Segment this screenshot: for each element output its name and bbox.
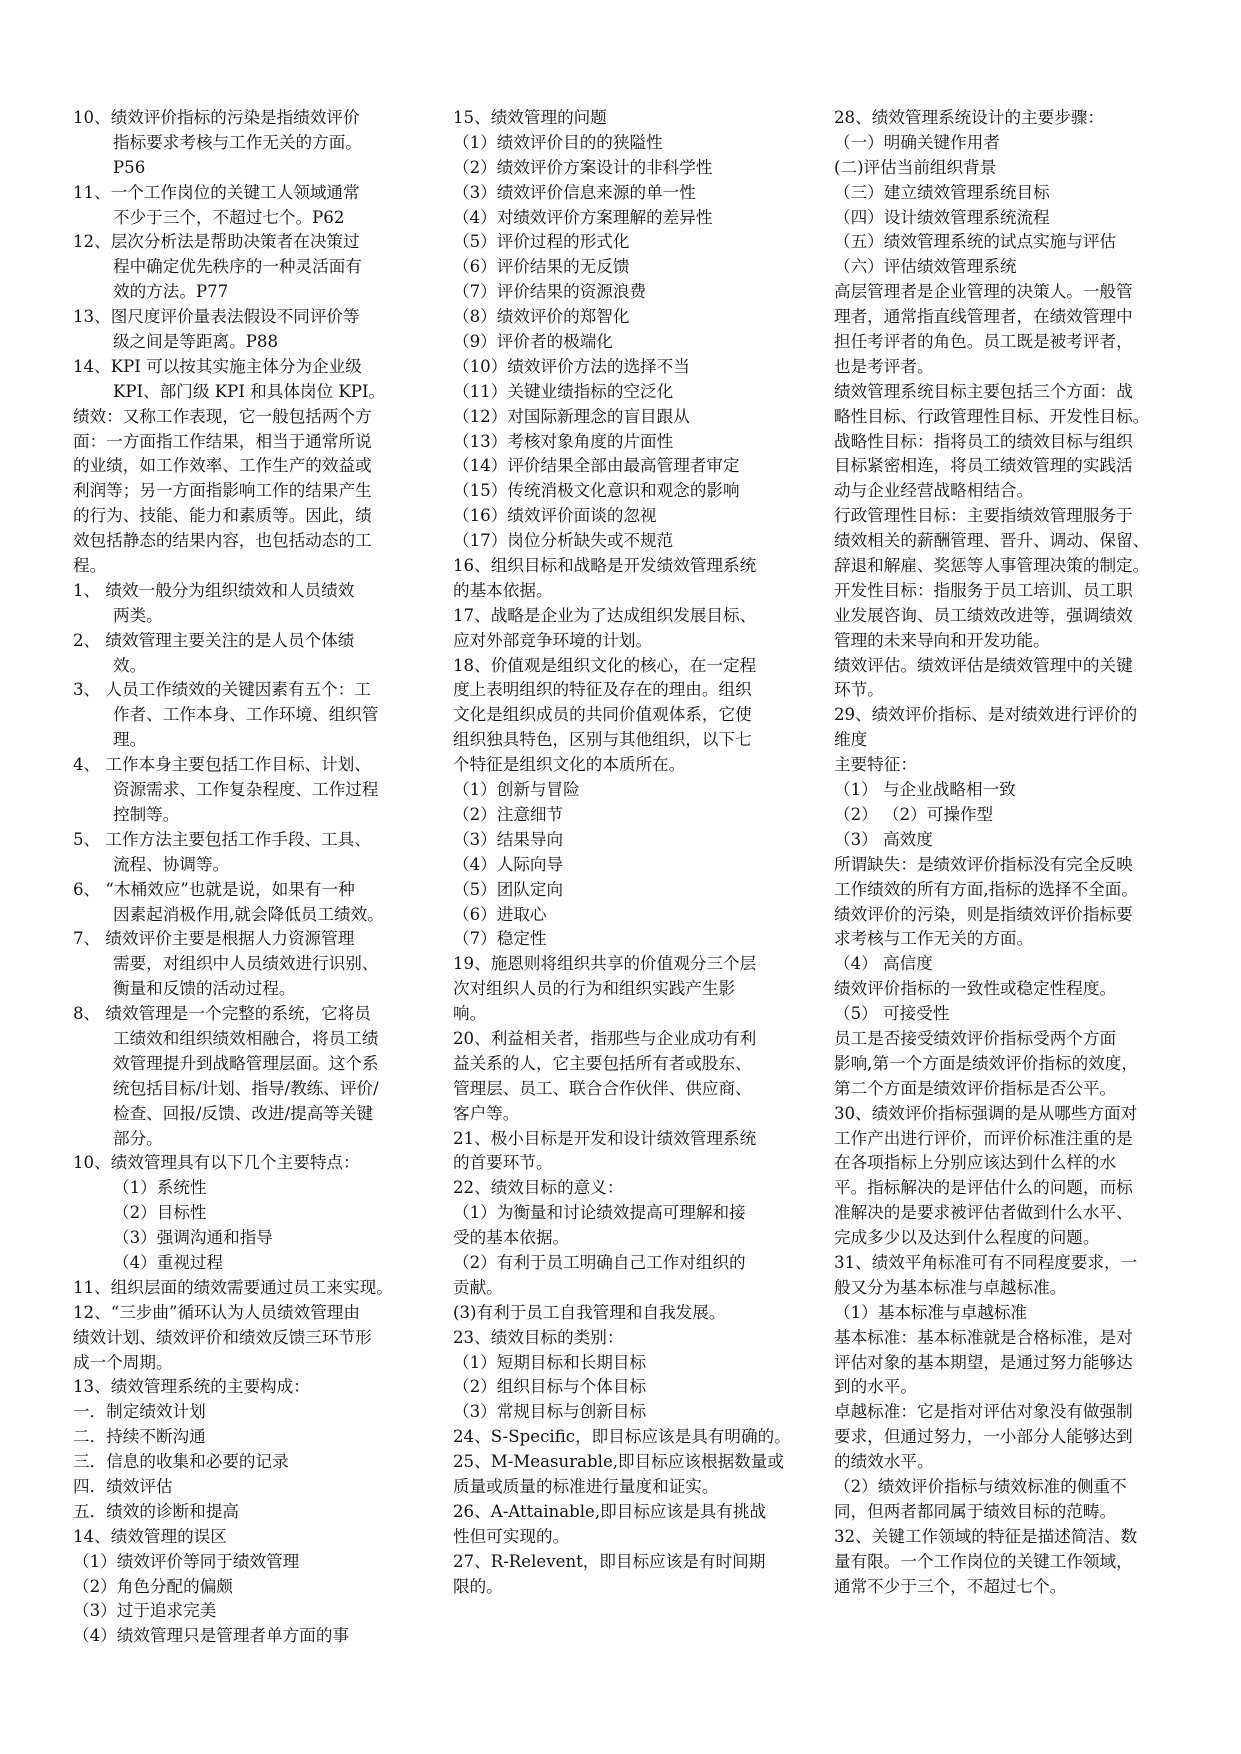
text-line: （六）评估绩效管理系统 bbox=[834, 257, 1017, 277]
text-line: 基本标准：基本标准就是合格标准，是对 bbox=[834, 1327, 1133, 1347]
text-line: （5）评价过程的形式化 bbox=[453, 232, 630, 252]
text-line: 工绩效和组织绩效相融合，将员工绩 bbox=[113, 1028, 379, 1048]
text-line: 工作产出进行评价，而评价标准注重的是 bbox=[834, 1128, 1133, 1148]
text-line: （6）评价结果的无反馈 bbox=[453, 257, 630, 277]
text-line: （3）结果导向 bbox=[453, 829, 564, 849]
text-line: 次对组织人员的行为和组织实践产生影 bbox=[453, 979, 736, 999]
text-line: （2）组织目标与个体目标 bbox=[453, 1377, 647, 1397]
text-line: （4）重视过程 bbox=[113, 1252, 224, 1272]
text-line: 卓越标准：它是指对评估对象没有做强制 bbox=[834, 1402, 1133, 1422]
text-line: 目标紧密相连，将员工绩效管理的实践活 bbox=[834, 456, 1133, 476]
text-line: 效管理提升到战略管理层面。这个系 bbox=[113, 1053, 379, 1073]
text-line: （16）绩效评价面谈的忽视 bbox=[453, 506, 657, 526]
text-line: 要求，但通过努力，一小部分人能够达到 bbox=[834, 1427, 1133, 1447]
text-line: 度上表明组织的特征及存在的理由。组织 bbox=[453, 680, 752, 700]
text-line: （五）绩效管理系统的试点实施与评估 bbox=[834, 232, 1117, 252]
text-line: 指标要求考核与工作无关的方面。 bbox=[113, 132, 362, 152]
text-line: 两类。 bbox=[113, 605, 163, 625]
text-line: 一．制定绩效计划 bbox=[73, 1402, 206, 1422]
text-line: 16、组织目标和战略是开发绩效管理系统 bbox=[453, 556, 757, 576]
text-line: 20、利益相关者，指那些与企业成功有利 bbox=[453, 1028, 757, 1048]
text-line: P56 bbox=[113, 157, 146, 177]
text-line: （1）绩效评价目的的狭隘性 bbox=[453, 132, 663, 152]
text-line: 14、KPI 可以按其实施主体分为企业级 bbox=[73, 356, 362, 376]
text-line: 行政管理性目标：主要指绩效管理服务于 bbox=[834, 506, 1133, 526]
text-line: （12）对国际新理念的盲目跟从 bbox=[453, 406, 690, 426]
text-line: 益关系的人，它主要包括所有者或股东、 bbox=[453, 1053, 752, 1073]
text-line: 程中确定优先秩序的一种灵活面有 bbox=[113, 257, 362, 277]
text-line: 维度 bbox=[834, 730, 868, 750]
text-line: （14）评价结果全部由最高管理者审定 bbox=[453, 456, 740, 476]
text-line: 级之间是等距离。P88 bbox=[113, 332, 279, 352]
text-line: （10）绩效评价方法的选择不当 bbox=[453, 356, 690, 376]
text-line: 1、 绩效一般分为组织绩效和人员绩效 bbox=[73, 580, 355, 600]
text-line: （3）绩效评价信息来源的单一性 bbox=[453, 182, 696, 202]
text-line: 绩效管理系统目标主要包括三个方面：战 bbox=[834, 381, 1133, 401]
text-line: 绩效评估。绩效评估是绩效管理中的关键 bbox=[834, 655, 1133, 675]
text-line: 15、绩效管理的问题 bbox=[453, 108, 607, 127]
text-line: （11）关键业绩指标的空泛化 bbox=[453, 381, 674, 401]
text-line: 资源需求、工作复杂程度、工作过程 bbox=[113, 780, 379, 800]
text-line: （2）注意细节 bbox=[453, 804, 564, 824]
text-line: 控制等。 bbox=[113, 804, 180, 824]
text-line: 的基本依据。 bbox=[453, 580, 553, 600]
text-line: 通常不少于三个，不超过七个。 bbox=[834, 1576, 1067, 1596]
text-line: （1）创新与冒险 bbox=[453, 780, 580, 800]
text-line: （13）考核对象角度的片面性 bbox=[453, 431, 674, 451]
text-line: 4、 工作本身主要包括工作目标、计划、 bbox=[73, 755, 371, 775]
text-line: 响。 bbox=[453, 1004, 487, 1024]
text-line: 环节。 bbox=[834, 680, 884, 700]
text-line: 理者，通常指直线管理者，在绩效管理中 bbox=[834, 307, 1133, 327]
text-line: 成一个周期。 bbox=[73, 1352, 173, 1372]
text-line: 作者、工作本身、工作环境、组织管 bbox=[113, 705, 379, 725]
text-line: 工作绩效的所有方面,指标的选择不全面。 bbox=[834, 879, 1138, 899]
text-line: （8）绩效评价的郑智化 bbox=[453, 307, 630, 327]
text-line: 略性目标、行政管理性目标、开发性目标。 bbox=[834, 406, 1150, 426]
text-line: 辞退和解雇、奖惩等人事管理决策的制定。 bbox=[834, 556, 1150, 576]
text-line: 衡量和反馈的活动过程。 bbox=[113, 979, 296, 999]
text-line: 到的水平。 bbox=[834, 1377, 917, 1397]
text-column-right bbox=[834, 106, 1171, 1599]
text-line: 绩效相关的薪酬管理、晋升、调动、保留、 bbox=[834, 531, 1150, 551]
text-line: 25、M-Measurable,即目标应该根据数量或 bbox=[453, 1452, 784, 1472]
text-line: 24、S-Specific，即目标应该是具有明确的。 bbox=[453, 1427, 791, 1447]
text-line: （1）为衡量和讨论绩效提高可理解和接 bbox=[453, 1203, 746, 1223]
text-line: （四）设计绩效管理系统流程 bbox=[834, 207, 1050, 227]
text-line: （7）稳定性 bbox=[453, 929, 547, 949]
text-line: （5）团队定向 bbox=[453, 879, 564, 899]
text-line: 组织独具特色，区别与其他组织，以下七 bbox=[453, 730, 752, 750]
text-line: 管理层、员工、联合合作伙伴、供应商、 bbox=[453, 1078, 752, 1098]
text-line: 6、 “木桶效应”也就是说，如果有一种 bbox=[73, 879, 355, 899]
text-line: （3） 高效度 bbox=[834, 829, 933, 849]
text-column-middle bbox=[453, 106, 791, 1599]
text-line: 面：一方面指工作结果，相当于通常所说 bbox=[73, 431, 372, 451]
text-line: （17）岗位分析缺失或不规范 bbox=[453, 531, 674, 551]
text-line: 19、施恩则将组织共享的价值观分三个层 bbox=[453, 954, 757, 974]
text-line: 贡献。 bbox=[453, 1277, 503, 1297]
text-line: （2）有利于员工明确自己工作对组织的 bbox=[453, 1252, 746, 1272]
text-line: 10、绩效评价指标的污染是指绩效评价 bbox=[73, 108, 360, 127]
text-line: （三）建立绩效管理系统目标 bbox=[834, 182, 1050, 202]
text-line: （1）绩效评价等同于绩效管理 bbox=[73, 1551, 300, 1571]
text-line: 三．信息的收集和必要的记录 bbox=[73, 1452, 289, 1472]
text-line: 21、极小目标是开发和设计绩效管理系统 bbox=[453, 1128, 757, 1148]
text-line: （2）角色分配的偏颇 bbox=[73, 1576, 233, 1596]
text-line: （2） （2）可操作型 bbox=[834, 804, 994, 824]
text-line: 部分。 bbox=[113, 1128, 163, 1148]
text-line: 性但可实现的。 bbox=[453, 1526, 570, 1546]
text-line: 开发性目标：指服务于员工培训、员工职 bbox=[834, 580, 1133, 600]
text-line: 文化是组织成员的共同价值观体系，它使 bbox=[453, 705, 752, 725]
text-line: 14、绩效管理的误区 bbox=[73, 1526, 227, 1546]
text-line: 程。 bbox=[73, 556, 107, 576]
text-line: 18、价值观是组织文化的核心，在一定程 bbox=[453, 655, 757, 675]
text-line: 利润等；另一方面指影响工作的结果产生 bbox=[73, 481, 372, 501]
text-line: （15）传统消极文化意识和观念的影响 bbox=[453, 481, 740, 501]
text-line: 战略性目标：指将员工的绩效目标与组织 bbox=[834, 431, 1133, 451]
text-line: 的首要环节。 bbox=[453, 1153, 553, 1173]
text-line: （2）绩效评价指标与绩效标准的侧重不 bbox=[834, 1476, 1127, 1496]
text-line: （1） 与企业战略相一致 bbox=[834, 780, 1016, 800]
text-line: 受的基本依据。 bbox=[453, 1228, 570, 1248]
text-line: (二)评估当前组织背景 bbox=[834, 157, 997, 177]
text-line: 32、关键工作领域的特征是描述简洁、数 bbox=[834, 1526, 1138, 1546]
text-line: 7、 绩效评价主要是根据人力资源管理 bbox=[73, 929, 355, 949]
text-line: 绩效评价的污染，则是指绩效评价指标要 bbox=[834, 904, 1133, 924]
text-line: 2、 绩效管理主要关注的是人员个体绩 bbox=[73, 630, 355, 650]
text-line: （3）强调沟通和指导 bbox=[113, 1228, 273, 1248]
text-line: （7）评价结果的资源浪费 bbox=[453, 282, 647, 302]
text-line: 26、A-Attainable,即目标应该是具有挑战 bbox=[453, 1501, 767, 1521]
text-line: （3）常规目标与创新目标 bbox=[453, 1402, 647, 1422]
text-line: （1）基本标准与卓越标准 bbox=[834, 1302, 1028, 1322]
text-line: 准解决的是要求被评估者做到什么水平、 bbox=[834, 1203, 1133, 1223]
text-line: 5、 工作方法主要包括工作手段、工具、 bbox=[73, 829, 371, 849]
text-line: 客户等。 bbox=[453, 1103, 520, 1123]
text-line: 完成多少以及达到什么程度的问题。 bbox=[834, 1228, 1100, 1248]
text-line: 二．持续不断沟通 bbox=[73, 1427, 206, 1447]
text-line: 绩效评价指标的一致性或稳定性程度。 bbox=[834, 979, 1117, 999]
text-line: （一）明确关键作用者 bbox=[834, 132, 1000, 152]
text-line: 11、一个工作岗位的关键工人领域通常 bbox=[73, 182, 360, 202]
text-line: 五．绩效的诊断和提高 bbox=[73, 1501, 239, 1521]
text-line: 评估对象的基本期望，是通过努力能够达 bbox=[834, 1352, 1133, 1372]
text-line: （2）绩效评价方案设计的非科学性 bbox=[453, 157, 713, 177]
text-line: 的绩效水平。 bbox=[834, 1452, 934, 1472]
text-line: 12、“三步曲”循环认为人员绩效管理由 bbox=[73, 1302, 360, 1322]
text-line: 业发展咨询、员工绩效改进等，强调绩效 bbox=[834, 605, 1133, 625]
text-line: 22、绩效目标的意义： bbox=[453, 1178, 624, 1198]
text-line: 所谓缺失：是绩效评价指标没有完全反映 bbox=[834, 854, 1133, 874]
text-line: 动与企业经营战略相结合。 bbox=[834, 481, 1034, 501]
text-line: 管理的未来导向和开发功能。 bbox=[834, 630, 1050, 650]
text-line: 效。 bbox=[113, 655, 147, 675]
text-line: 影响,第一个方面是绩效评价指标的效度， bbox=[834, 1053, 1138, 1073]
text-line: 在各项指标上分别应该达到什么样的水 bbox=[834, 1153, 1117, 1173]
text-line: 不少于三个，不超过七个。P62 bbox=[113, 207, 345, 227]
text-line: （1）系统性 bbox=[113, 1178, 207, 1198]
text-line: 流程、协调等。 bbox=[113, 854, 230, 874]
text-line: 绩效计划、绩效评价和绩效反馈三环节形 bbox=[73, 1327, 372, 1347]
text-line: 17、战略是企业为了达成组织发展目标、 bbox=[453, 605, 757, 625]
text-line: （1）短期目标和长期目标 bbox=[453, 1352, 647, 1372]
text-line: 23、绩效目标的类别： bbox=[453, 1327, 624, 1347]
text-line: （4）人际向导 bbox=[453, 854, 564, 874]
text-line: （4） 高信度 bbox=[834, 954, 933, 974]
text-line: KPI、部门级 KPI 和具体岗位 KPI。 bbox=[113, 381, 386, 401]
text-line: 27、R-Relevent，即目标应该是有时间期 bbox=[453, 1551, 766, 1571]
text-line: （6）进取心 bbox=[453, 904, 547, 924]
text-line: 高层管理者是企业管理的决策人。一般管 bbox=[834, 282, 1133, 302]
text-line: 个特征是组织文化的本质所在。 bbox=[453, 755, 686, 775]
text-line: 也是考评者。 bbox=[834, 356, 934, 376]
text-line: 应对外部竞争环境的计划。 bbox=[453, 630, 653, 650]
text-line: 同，但两者都同属于绩效目标的范畴。 bbox=[834, 1501, 1117, 1521]
text-line: 四．绩效评估 bbox=[73, 1476, 173, 1496]
text-line: 限的。 bbox=[453, 1576, 503, 1596]
text-line: 第二个方面是绩效评价指标是否公平。 bbox=[834, 1078, 1117, 1098]
text-line: 质量或质量的标准进行量度和证实。 bbox=[453, 1476, 719, 1496]
text-line: （9）评价者的极端化 bbox=[453, 332, 613, 352]
text-line: 因素起消极作用,就会降低员工绩效。 bbox=[113, 904, 384, 924]
text-line: 8、 绩效管理是一个完整的系统，它将员 bbox=[73, 1004, 371, 1024]
text-line: （5） 可接受性 bbox=[834, 1004, 950, 1024]
text-line: 效的方法。P77 bbox=[113, 282, 229, 302]
text-line: 理。 bbox=[113, 730, 147, 750]
text-line: 13、图尺度评价量表法假设不同评价等 bbox=[73, 307, 360, 327]
text-line: （3）过于追求完美 bbox=[73, 1601, 217, 1621]
text-line: （2）目标性 bbox=[113, 1203, 207, 1223]
text-line: 的行为、技能、能力和素质等。因此，绩 bbox=[73, 506, 372, 526]
text-line: 般又分为基本标准与卓越标准。 bbox=[834, 1277, 1067, 1297]
text-line: （4）绩效管理只是管理者单方面的事 bbox=[73, 1626, 350, 1646]
text-line: 主要特征： bbox=[834, 755, 917, 775]
text-line: 的业绩，如工作效率、工作生产的效益或 bbox=[73, 456, 372, 476]
text-line: (3)有利于员工自我管理和自我发展。 bbox=[453, 1302, 726, 1322]
text-line: 绩效：又称工作表现，它一般包括两个方 bbox=[73, 406, 372, 426]
text-line: 3、 人员工作绩效的关键因素有五个：工 bbox=[73, 680, 371, 700]
text-line: 检查、回报/反馈、改进/提高等关键 bbox=[113, 1103, 374, 1123]
text-line: （4）对绩效评价方案理解的差异性 bbox=[453, 207, 713, 227]
text-line: 担任考评者的角色。员工既是被考评者， bbox=[834, 332, 1133, 352]
text-line: 效包括静态的结果内容，也包括动态的工 bbox=[73, 531, 372, 551]
text-line: 统包括目标/计划、指导/教练、评价/ bbox=[113, 1078, 379, 1098]
text-line: 求考核与工作无关的方面。 bbox=[834, 929, 1034, 949]
text-line: 30、绩效评价指标强调的是从哪些方面对 bbox=[834, 1103, 1138, 1123]
text-line: 需要，对组织中人员绩效进行识别、 bbox=[113, 954, 379, 974]
text-line: 平。指标解决的是评估什么的问题，而标 bbox=[834, 1178, 1133, 1198]
text-line: 31、绩效平角标准可有不同程度要求，一 bbox=[834, 1252, 1138, 1272]
text-line: 员工是否接受绩效评价指标受两个方面 bbox=[834, 1028, 1117, 1048]
text-line: 11、组织层面的绩效需要通过员工来实现。 bbox=[73, 1277, 393, 1297]
text-line: 12、层次分析法是帮助决策者在决策过 bbox=[73, 232, 360, 252]
text-line: 量有限。一个工作岗位的关键工作领域， bbox=[834, 1551, 1133, 1571]
text-line: 29、绩效评价指标、是对绩效进行评价的 bbox=[834, 705, 1138, 725]
text-column-left bbox=[73, 106, 408, 1649]
text-line: 13、绩效管理系统的主要构成： bbox=[73, 1377, 310, 1397]
text-line: 28、绩效管理系统设计的主要步骤： bbox=[834, 108, 1105, 127]
text-line: 10、绩效管理具有以下几个主要特点： bbox=[73, 1153, 360, 1173]
